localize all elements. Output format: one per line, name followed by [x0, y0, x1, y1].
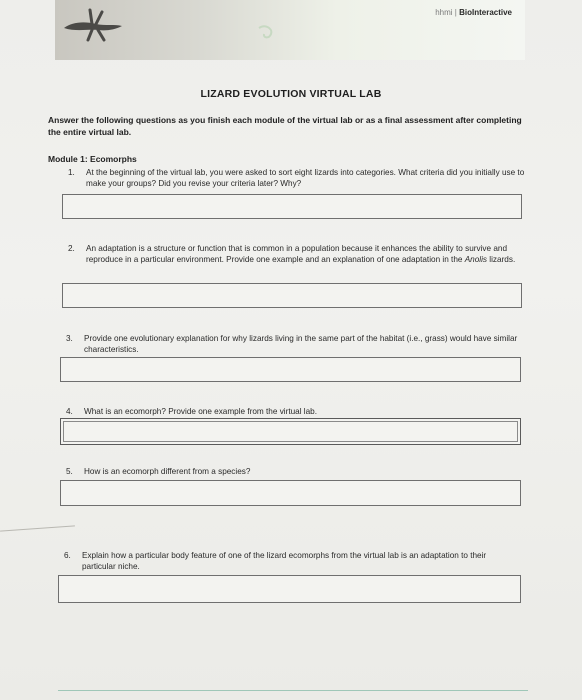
question-5	[66, 466, 524, 477]
answer-field-3[interactable]	[60, 357, 521, 382]
answer-field-6[interactable]	[58, 575, 521, 603]
brand-separator: |	[454, 8, 457, 17]
question-text: Explain how a particular body feature of one of the lizard ecomorphs from the virtual lab is an adaptation to their particular niche.	[82, 551, 487, 571]
module-title: Module 1: Ecomorphs	[48, 154, 137, 164]
brand-logo	[435, 8, 512, 17]
answer-field-5[interactable]	[60, 480, 521, 506]
question-text: Provide one evolutionary explanation for why lizards living in the same part of the habitat (i.e., grass) would have similar characteristics.	[84, 334, 518, 354]
brand-hhmi: hhmi	[435, 8, 453, 17]
footer-divider	[58, 690, 528, 691]
document-title: LIZARD EVOLUTION VIRTUAL LAB	[200, 88, 382, 100]
question-3	[66, 333, 524, 355]
question-1	[68, 167, 526, 189]
question-text-end: lizards.	[487, 255, 516, 264]
question-text: At the beginning of the virtual lab, you were asked to sort eight lizards into categories. What criteria did you initially use to make your groups? Did you revise your criteria later? Why?	[86, 168, 525, 188]
answer-field-2[interactable]	[62, 283, 522, 308]
question-number: 5.	[66, 467, 73, 476]
instructions-text: Answer the following questions as you finish each module of the virtual lab or as a final assessment after completing the entire virtual lab.	[48, 115, 522, 137]
question-number: 1.	[68, 168, 75, 177]
question-text-italic: Anolis	[464, 255, 488, 264]
question-number: 3.	[66, 334, 73, 343]
question-2	[68, 243, 526, 265]
stray-mark	[0, 525, 75, 531]
answer-field-4[interactable]	[60, 418, 521, 445]
swirl-icon	[255, 22, 277, 44]
question-number: 4.	[66, 407, 73, 416]
question-number: 6.	[64, 551, 71, 560]
question-4	[66, 406, 524, 417]
question-text: What is an ecomorph? Provide one example from the virtual lab.	[84, 407, 318, 416]
answer-field-1[interactable]	[62, 194, 522, 219]
question-number: 2.	[68, 244, 75, 253]
lizard-icon	[62, 4, 132, 44]
question-text: An adaptation is a structure or function that is common in a population because it enhances the ability to survive and reproduce in a particular environment. Provide one example and an explanation of one adaptation in the	[86, 244, 507, 264]
brand-name: BioInteractive	[459, 8, 512, 17]
question-6	[64, 550, 522, 572]
question-text: How is an ecomorph different from a species?	[84, 467, 251, 476]
